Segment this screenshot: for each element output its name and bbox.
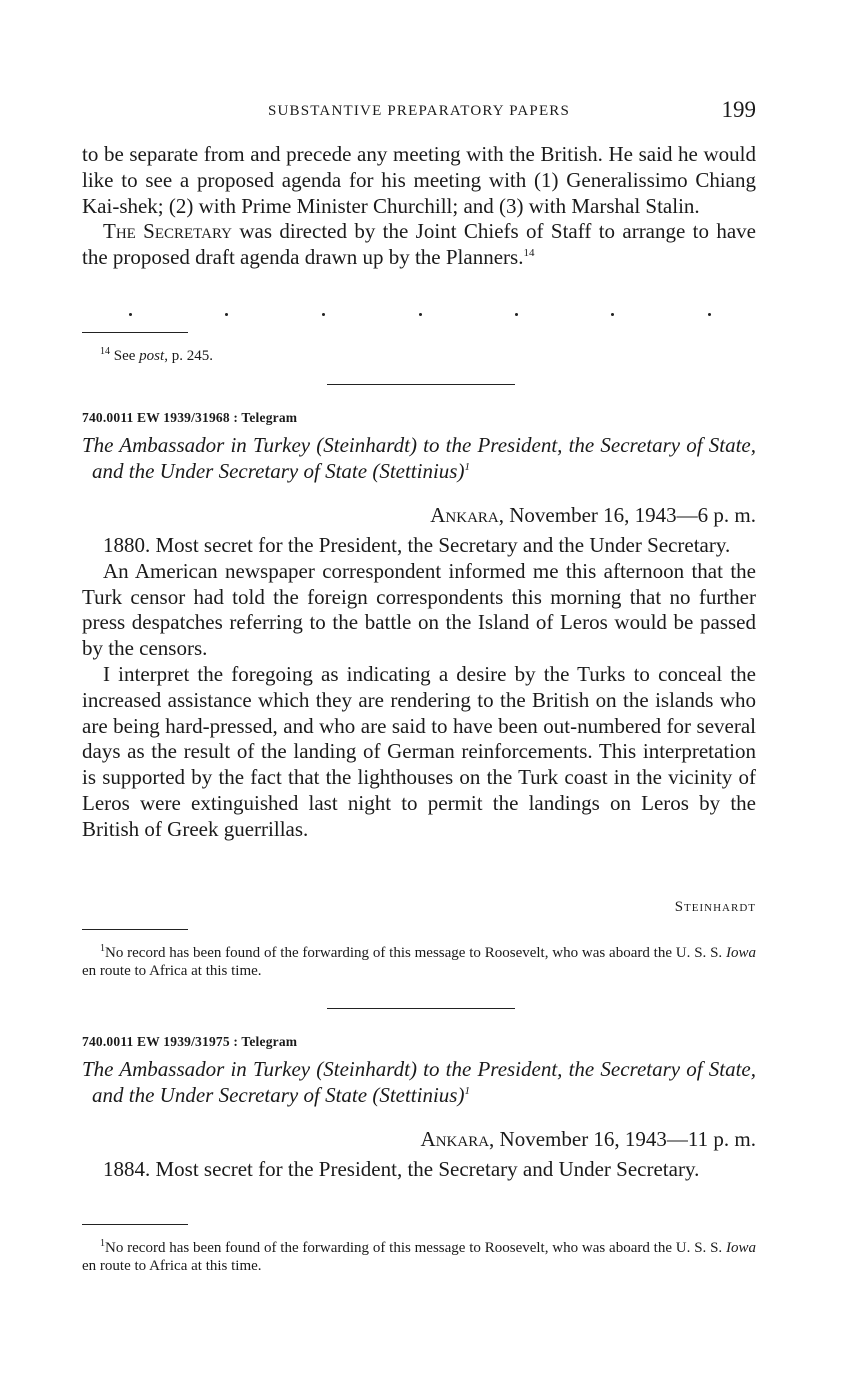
dateline-date: , November 16, 1943—6 p. m. (498, 503, 756, 527)
secretary-text: was directed by the Joint Chiefs of Staff to arrange to have the proposed draft agenda drawn up by the Planners. (82, 219, 756, 270)
document-title (82, 432, 756, 484)
footnote-mark: 1 (100, 943, 105, 954)
footnote-reference-1: 1 (464, 1085, 470, 1097)
footnote-italic: post (139, 348, 165, 364)
footnote-reference-1: 1 (464, 461, 470, 473)
file-reference (82, 1033, 756, 1051)
telegram-paragraph: 1884. Most secret for the President, the Secretary and Under Secretary. (103, 1157, 700, 1181)
signature-text: Steinhardt (674, 899, 756, 915)
file-reference-text: 740.0011 EW 1939/31968 : Telegram (82, 410, 298, 425)
footnote-text: See (110, 348, 140, 364)
ellipsis-dot (708, 313, 711, 316)
telegram-paragraph: An American newspaper correspondent informed me this afternoon that the Turk censor had told the foreign correspondents this morning that no further press despatches referring to the battle on the Island of Leros would be passed by the censors. (82, 558, 756, 661)
dateline-date: , November 16, 1943—11 p. m. (489, 1127, 756, 1151)
signature (82, 899, 756, 916)
footnote-rule (82, 332, 188, 333)
ellipsis-dot (611, 313, 614, 316)
footnote-14 (100, 347, 756, 365)
running-head (82, 97, 756, 124)
footnote-1 (82, 944, 756, 980)
footnote-mark: 14 (100, 346, 110, 357)
page-number: 199 (721, 97, 756, 122)
ellipsis-dot (322, 313, 325, 316)
secretary-smallcaps: The Secretary (103, 219, 232, 244)
dateline (82, 1127, 756, 1152)
document-title-text: The Ambassador in Turkey (Steinhardt) to the President, the Secretary of State, and the Under Secretary of State (Stettinius) (82, 1057, 756, 1107)
footnote-italic: Iowa (726, 945, 756, 961)
footnote-mark: 1 (100, 1238, 105, 1249)
footnote-1 (82, 1239, 756, 1275)
document-title (82, 1056, 756, 1108)
telegram-paragraph: 1880. Most secret for the President, the Secretary and the Under Secretary. (103, 533, 731, 557)
ellipsis-dots (82, 313, 756, 323)
ellipsis-dot (515, 313, 518, 316)
dateline (82, 503, 756, 528)
footnote-reference-14: 14 (523, 247, 535, 260)
footnote-text: en route to Africa at this time. (82, 963, 262, 979)
footnote-text: en route to Africa at this time. (82, 1258, 262, 1274)
ellipsis-dot (129, 313, 132, 316)
ellipsis-dot (419, 313, 422, 316)
footnote-italic: Iowa (726, 1240, 756, 1256)
footnote-text: No record has been found of the forwarding of this message to Roosevelt, who was aboard the U. S. S. (105, 1240, 726, 1256)
dateline-place: Ankara (420, 1127, 490, 1151)
telegram-body (82, 533, 756, 843)
footnote-text: No record has been found of the forwarding of this message to Roosevelt, who was aboard the U. S. S. (105, 945, 726, 961)
telegram-paragraph: I interpret the foregoing as indicating a desire by the Turks to conceal the increased assistance which they are rendering to the British on the islands who are being hard-pressed, and who are said to have been out-numbered for several days as the result of the landing of German reinforcements. This interpretation is supported by the fact that the lighthouses on the Turk coast in the vicinity of Leros were extinguished last night to permit the landings on Leros by the British of Greek guerrillas. (82, 661, 756, 841)
intro-paragraph: to be separate from and precede any meeting with the British. He said he would like to see a proposed agenda for his meeting with (1) Generalissimo Chiang Kai-shek; (2) with Prime Minister Churchill; and (3) with Marshal Stalin. (82, 142, 756, 218)
ellipsis-dot (225, 313, 228, 316)
section-separator (327, 384, 515, 385)
running-title: SUBSTANTIVE PREPARATORY PAPERS (267, 103, 571, 119)
intro-section (82, 142, 756, 271)
file-reference-text: 740.0011 EW 1939/31975 : Telegram (82, 1034, 298, 1049)
footnote-rule (82, 1224, 188, 1225)
document-title-text: The Ambassador in Turkey (Steinhardt) to the President, the Secretary of State, and the Under Secretary of State (Stettinius) (82, 433, 756, 483)
secretary-paragraph (82, 219, 756, 271)
footnote-text: , p. 245. (164, 348, 213, 364)
dateline-place: Ankara (430, 503, 499, 527)
file-reference (82, 409, 756, 427)
footnote-rule (82, 929, 188, 930)
section-separator (327, 1008, 515, 1009)
telegram-body (82, 1157, 756, 1183)
